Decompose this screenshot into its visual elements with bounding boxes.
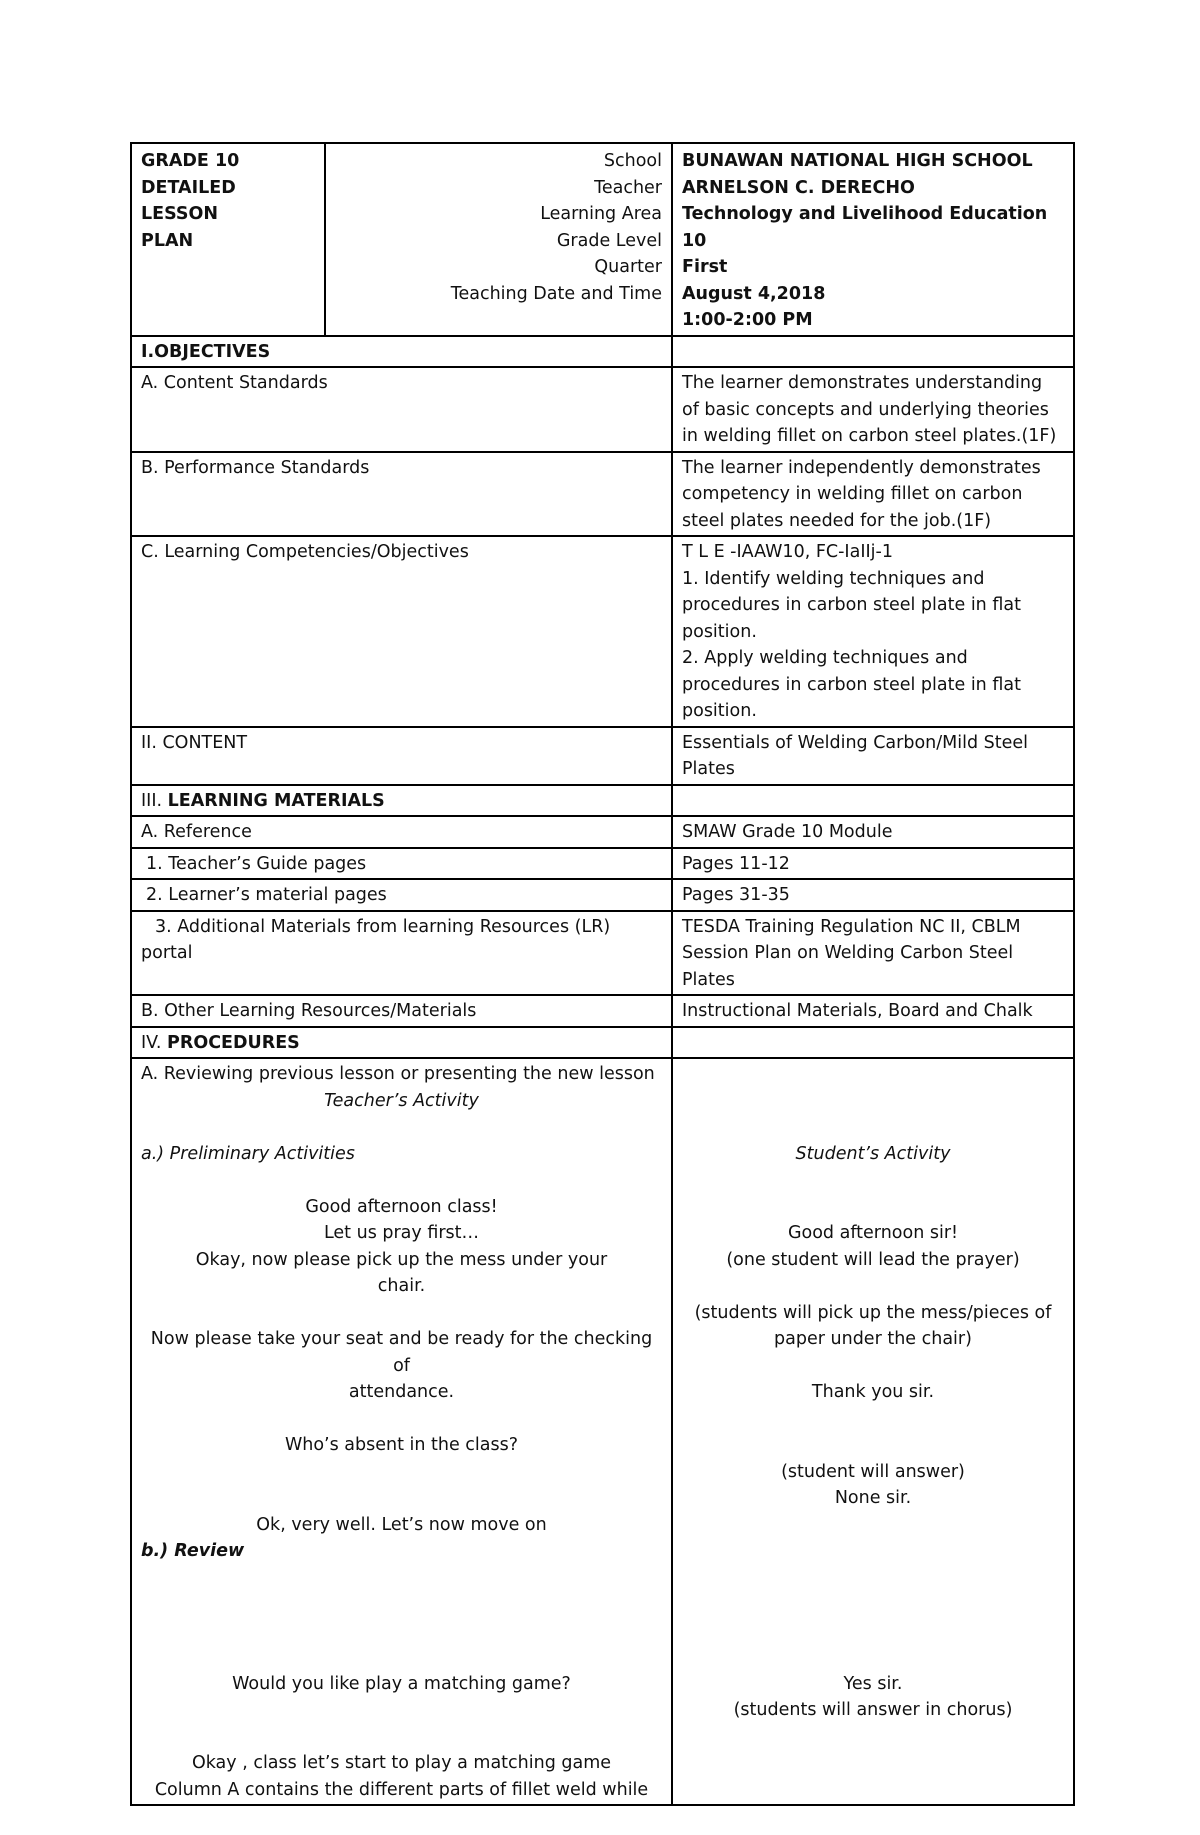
teacher-line (141, 1724, 662, 1751)
value-quarter: First (682, 257, 728, 277)
teacher-line: Okay , class let’s start to play a matching game (191, 1753, 612, 1773)
label-grade-level: Grade Level (556, 230, 662, 251)
student-line: None sir. (834, 1488, 912, 1508)
reference-row (131, 816, 1074, 848)
procedures-heading-empty (672, 1027, 1074, 1059)
blank-line (141, 1167, 662, 1194)
student-line: (student will answer) (781, 1461, 965, 1482)
procedures-heading (131, 1027, 672, 1059)
teachers-guide-value: Pages 11-12 (672, 848, 1074, 880)
reference-label: A. Reference (131, 816, 672, 848)
content-standards-row (131, 367, 1074, 452)
label-date-time: Teaching Date and Time (450, 283, 662, 304)
student-line: (one student will lead the prayer) (726, 1249, 1020, 1270)
objectives-heading-row (131, 336, 1074, 368)
content-standards-line: of basic concepts and underlying theories (682, 399, 1049, 420)
procedures-heading-number: IV. (141, 1032, 168, 1053)
lesson-plan-table (130, 142, 1073, 1806)
section-a-title: A. Reviewing previous lesson or presenting the new lesson (141, 1064, 655, 1084)
teacher-line (141, 1644, 662, 1671)
preliminary-activities-title: a.) Preliminary Activities (141, 1143, 355, 1164)
student-line (682, 1565, 1064, 1592)
teacher-line: Okay, now please pick up the mess under your (195, 1249, 608, 1270)
student-activity-title: Student’s Activity (795, 1143, 951, 1164)
teacher-line: attendance. (348, 1382, 455, 1402)
performance-standards-value (672, 452, 1074, 537)
competency-line: position. (682, 701, 757, 721)
learners-material-label: 2. Learner’s material pages (131, 879, 672, 911)
materials-heading-empty (672, 785, 1074, 817)
teacher-line (141, 1697, 662, 1724)
competency-line: procedures in carbon steel plate in flat (682, 674, 1021, 695)
performance-standards-line: competency in welding fillet on carbon (682, 484, 1023, 504)
header-labels (325, 143, 672, 336)
learners-material-row (131, 879, 1074, 911)
teacher-line: Column A contains the different parts of fillet weld while (154, 1779, 649, 1800)
content-standards-line: The learner demonstrates understanding (682, 373, 1043, 393)
additional-label-line: 3. Additional Materials from learning Resources (LR) (155, 916, 611, 937)
materials-heading-number: III. (141, 790, 168, 811)
teacher-line: Now please take your seat and be ready for the checking of (150, 1329, 653, 1376)
content-value (672, 727, 1074, 785)
teacher-activity-cell (131, 1058, 672, 1805)
student-line (682, 1432, 1064, 1459)
competencies-row (131, 536, 1074, 727)
performance-standards-line: steel plates needed for the job.(1F) (682, 510, 992, 531)
objectives-heading: I.OBJECTIVES (131, 336, 672, 368)
blank-line (682, 1088, 1064, 1115)
title-line: DETAILED LESSON (141, 177, 236, 224)
content-standards-value (672, 367, 1074, 452)
competency-line: position. (682, 621, 757, 642)
value-time: 1:00-2:00 PM (682, 310, 813, 330)
label-learning-area: Learning Area (540, 204, 662, 224)
teacher-line (141, 1565, 662, 1592)
student-line: paper under the chair) (774, 1329, 972, 1349)
student-line (682, 1194, 1064, 1221)
additional-value-line: Session Plan on Welding Carbon Steel (682, 943, 1014, 963)
blank-line (682, 1061, 1064, 1088)
learners-material-value: Pages 31-35 (672, 879, 1074, 911)
procedures-activity-row (131, 1058, 1074, 1805)
teacher-line: Who’s absent in the class? (284, 1435, 519, 1455)
competencies-label: C. Learning Competencies/Objectives (131, 536, 672, 727)
student-line: Thank you sir. (811, 1382, 935, 1402)
blank-line (141, 1114, 662, 1141)
student-line (682, 1273, 1064, 1300)
content-line: Essentials of Welding Carbon/Mild Steel (682, 732, 1029, 753)
student-line (682, 1353, 1064, 1380)
blank-line (682, 1114, 1064, 1141)
teacher-line (141, 1459, 662, 1486)
other-resources-value: Instructional Materials, Board and Chalk (672, 995, 1074, 1027)
student-line: (students will pick up the mess/pieces of (694, 1302, 1052, 1323)
performance-standards-row (131, 452, 1074, 537)
teacher-line: Good afternoon class! (305, 1196, 498, 1217)
plan-title (131, 143, 325, 336)
additional-materials-label (131, 911, 672, 996)
value-school: BUNAWAN NATIONAL HIGH SCHOOL (682, 151, 1033, 171)
content-line: Plates (682, 759, 735, 779)
materials-heading-row (131, 785, 1074, 817)
teachers-guide-row (131, 848, 1074, 880)
student-activity-cell (672, 1058, 1074, 1805)
student-line (682, 1406, 1064, 1433)
label-school: School (603, 151, 662, 171)
student-line: (students will answer in chorus) (733, 1700, 1013, 1720)
content-row (131, 727, 1074, 785)
value-learning-area: Technology and Livelihood Education (682, 204, 1048, 224)
teacher-activity-title: Teacher’s Activity (324, 1090, 479, 1111)
performance-standards-label: B. Performance Standards (131, 452, 672, 537)
label-teacher: Teacher (594, 177, 662, 198)
title-line: PLAN (141, 230, 194, 251)
teacher-line (141, 1300, 662, 1327)
other-resources-row (131, 995, 1074, 1027)
materials-heading-text: LEARNING MATERIALS (167, 790, 385, 811)
student-line (682, 1512, 1064, 1539)
label-quarter: Quarter (594, 257, 662, 277)
competency-line: 2. Apply welding techniques and (682, 648, 968, 668)
competency-line: procedures in carbon steel plate in flat (682, 595, 1021, 615)
value-grade-level: 10 (682, 230, 707, 251)
reference-value: SMAW Grade 10 Module (672, 816, 1074, 848)
additional-label-line: portal (141, 943, 193, 963)
content-standards-label: A. Content Standards (131, 367, 672, 452)
student-line (682, 1591, 1064, 1618)
teacher-line (141, 1591, 662, 1618)
performance-standards-line: The learner independently demonstrates (682, 457, 1041, 478)
other-resources-label: B. Other Learning Resources/Materials (131, 995, 672, 1027)
teacher-line (141, 1485, 662, 1512)
value-teacher: ARNELSON C. DERECHO (682, 177, 915, 198)
student-line (682, 1618, 1064, 1645)
teacher-line (141, 1406, 662, 1433)
title-line: GRADE 10 (141, 151, 240, 171)
teacher-line: chair. (377, 1276, 426, 1296)
teacher-line: Let us pray first… (323, 1223, 480, 1243)
value-date: August 4,2018 (682, 283, 826, 304)
additional-value-line: Plates (682, 969, 735, 990)
materials-heading (131, 785, 672, 817)
student-line (682, 1167, 1064, 1194)
header-row (131, 143, 1074, 336)
header-values (672, 143, 1074, 336)
content-label: II. CONTENT (131, 727, 672, 785)
procedures-heading-text: PROCEDURES (167, 1032, 300, 1053)
review-title: b.) Review (141, 1541, 245, 1561)
student-line (682, 1644, 1064, 1671)
teachers-guide-label: 1. Teacher’s Guide pages (131, 848, 672, 880)
competency-line: T L E -IAAW10, FC-IaIIj-1 (682, 542, 893, 562)
teacher-line: Ok, very well. Let’s now move on (256, 1514, 547, 1535)
student-line (682, 1538, 1064, 1565)
competency-line: 1. Identify welding techniques and (682, 568, 985, 589)
competencies-value (672, 536, 1074, 727)
content-standards-line: in welding fillet on carbon steel plates.(1F) (682, 426, 1057, 446)
additional-materials-value (672, 911, 1074, 996)
additional-value-line: TESDA Training Regulation NC II, CBLM (682, 916, 1021, 937)
student-line: Good afternoon sir! (787, 1223, 959, 1243)
objectives-heading-empty (672, 336, 1074, 368)
procedures-heading-row (131, 1027, 1074, 1059)
teacher-line: Would you like play a matching game? (232, 1673, 571, 1694)
teacher-line (141, 1618, 662, 1645)
student-line: Yes sir. (843, 1673, 903, 1694)
additional-materials-row (131, 911, 1074, 996)
